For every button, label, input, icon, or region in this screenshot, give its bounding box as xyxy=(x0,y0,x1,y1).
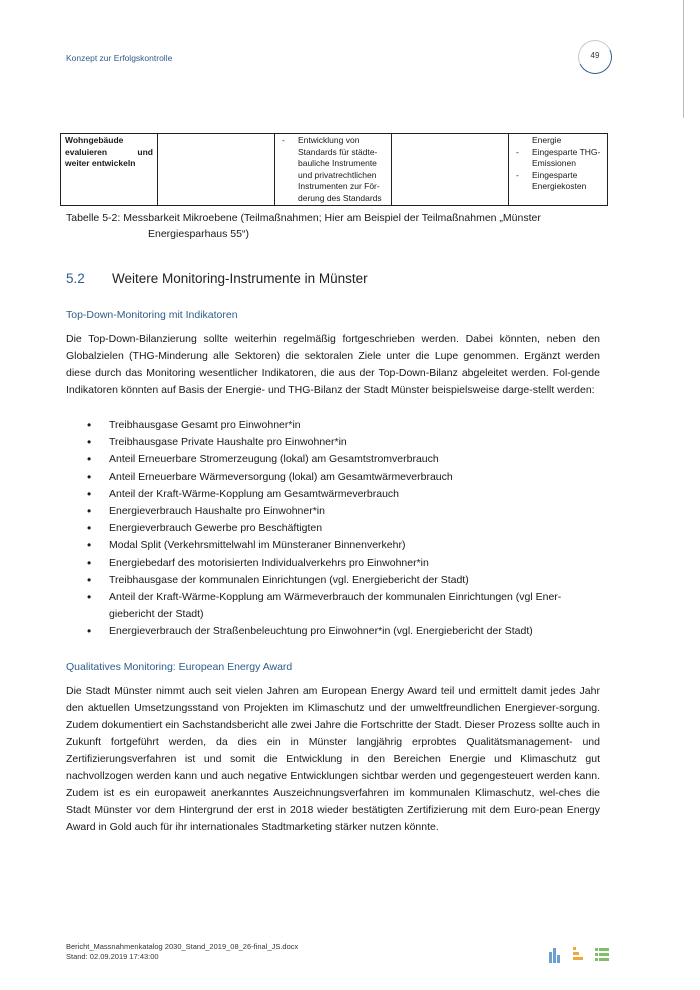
table-cell-indicators xyxy=(509,134,608,206)
running-header: Konzept zur Erfolgskontrolle xyxy=(66,53,173,63)
table-cell-empty xyxy=(392,134,509,206)
logo-bars-icon xyxy=(549,948,560,963)
table-cell-measure xyxy=(61,134,158,206)
indicator-bullet-list xyxy=(66,417,596,641)
margin-rule xyxy=(683,0,684,118)
indicator-bullet-item: • Treibhausgase Gesamt pro Einwohner*in xyxy=(66,417,596,434)
indicator-bullet-item: • Treibhausgase der kommunalen Einrichtungen (vgl. Energiebericht der Stadt) xyxy=(66,572,596,589)
cell-line-justified xyxy=(65,147,153,159)
section-heading xyxy=(66,271,368,286)
page-number: 49 xyxy=(590,51,600,60)
logo-steps-icon xyxy=(573,947,583,960)
indicator-bullet-item: • Energieverbrauch Gewerbe pro Beschäftigten xyxy=(66,520,596,537)
table-indicator-item: - Eingesparte Energiekosten xyxy=(513,170,603,193)
instrument-list xyxy=(279,135,387,204)
table-row xyxy=(61,134,608,206)
brand-logo-icon xyxy=(548,945,610,963)
indicator-bullet-item: • Anteil der Kraft-Wärme-Kopplung am Wärmeverbrauch der kommunalen Einrichtungen (vgl Ener-giebericht der Stadt) xyxy=(66,589,596,623)
subsection-heading-eea: Qualitatives Monitoring: European Energy Award xyxy=(66,661,293,673)
section-title: Weitere Monitoring-Instrumente in Münster xyxy=(112,271,368,286)
table-caption xyxy=(66,210,586,242)
indicator-list xyxy=(513,135,603,193)
footer-date: Stand: 02.09.2019 17:43:00 xyxy=(66,952,159,961)
section-number: 5.2 xyxy=(66,271,85,286)
indicator-bullet-item: • Energieverbrauch der Straßenbeleuchtung pro Einwohner*in (vgl. Energiebericht der Stadt) xyxy=(66,623,596,640)
table-indicator-item: Energie xyxy=(532,135,562,145)
table-cell-instruments xyxy=(275,134,392,206)
indicator-bullet-item: • Energieverbrauch Haushalte pro Einwohner*in xyxy=(66,503,596,520)
paragraph-eea: Die Stadt Münster nimmt auch seit vielen Jahren am European Energy Award teil und ermittelt damit jedes Jahr den aktuellen Umsetzungsstand von Projekten im Klimaschutz und der umweltfreundlichen Energiever-sorgung. Zudem dokumentiert ein Sachstandsbericht alle zwei Jahre die Fortschritte der Stadt. Dieser Prozess sollte auch in Zukunft fortgeführt werden, da dies ein in Münster langjährig erprobtes Qualitätsmanagement- und Zertifizierungsverfahren ist und somit die Entwicklung in den Bereichen Energie und Klimaschutz gut nachvollzogen werden kann und auch negative Entwicklungen sichtbar werden und gegengesteuert werden kann. Zudem ist es ein europaweit anerkanntes Auszeichnungsverfahren im kommunalen Klimaschutz, wel-ches die Stadt Münster vor dem Hintergrund der erst in 2018 wieder bestätigten Zertifizierung mit dem Euro-pean Energy Award in Gold auch für ihr internationales Stadtmarketing stärker nutzen könnte. xyxy=(66,685,601,833)
paragraph-top-down: Die Top-Down-Bilanzierung sollte weiterhin regelmäßig fortgeschrieben werden. Dabei könnten, neben den Globalzielen (THG-Minderung alle Sektoren) die sektoralen Ziele unter die Lupe genommen. Ergänzt werden diese durch das Monitoring wesentlicher Indikatoren, die aus der Top-Down-Bilanz abgeleitet werden. Fol-gende Indikatoren könnten auf Basis der Energie- und THG-Bilanz der Stadt Münster beispielsweise darge-stellt werden: xyxy=(66,333,600,396)
table-indicator-item: - Eingesparte THG-Emissionen xyxy=(513,147,603,170)
indicator-bullet-item: • Anteil der Kraft-Wärme-Kopplung am Gesamtwärmeverbrauch xyxy=(66,486,596,503)
footer-filename: Bericht_Massnahmenkatalog 2030_Stand_2019_08_26-final_JS.docx xyxy=(66,942,299,951)
cell-line: Wohngebäude xyxy=(65,135,124,145)
indicator-bullet-item: • Anteil Erneuerbare Stromerzeugung (lokal) am Gesamtstromverbrauch xyxy=(66,451,596,468)
instrument-item: - Entwicklung von Standards für städte-bauliche Instrumente und privatrechtlichen Instrumenten zur För-derung des Standards xyxy=(279,135,387,204)
caption-line-1: Tabelle 5-2: Messbarkeit Mikroebene (Teilmaßnahmen; Hier am Beispiel der Teilmaßnahmen „Münster xyxy=(66,212,541,224)
indicator-bullet-item: • Treibhausgase Private Haushalte pro Einwohner*in xyxy=(66,434,596,451)
indicator-bullet-item: • Anteil Erneuerbare Wärmeversorgung (lokal) am Gesamtwärmeverbrauch xyxy=(66,469,596,486)
measurability-table xyxy=(60,133,608,206)
subsection-heading-top-down: Top-Down-Monitoring mit Indikatoren xyxy=(66,309,238,321)
indicator-bullet-item: • Energiebedarf des motorisierten Individualverkehrs pro Einwohner*in xyxy=(66,555,596,572)
cell-word: und xyxy=(137,146,153,157)
cell-word: evaluieren xyxy=(65,146,108,157)
indicator-bullet-item: • Modal Split (Verkehrsmittelwahl im Münsteraner Binnenverkehr) xyxy=(66,537,596,554)
document-footer xyxy=(66,942,298,962)
cell-line: weiter entwickeln xyxy=(65,158,136,168)
caption-line-2: Energiesparhaus 55“) xyxy=(148,228,249,240)
table-cell-empty xyxy=(158,134,275,206)
logo-list-icon xyxy=(595,948,609,961)
